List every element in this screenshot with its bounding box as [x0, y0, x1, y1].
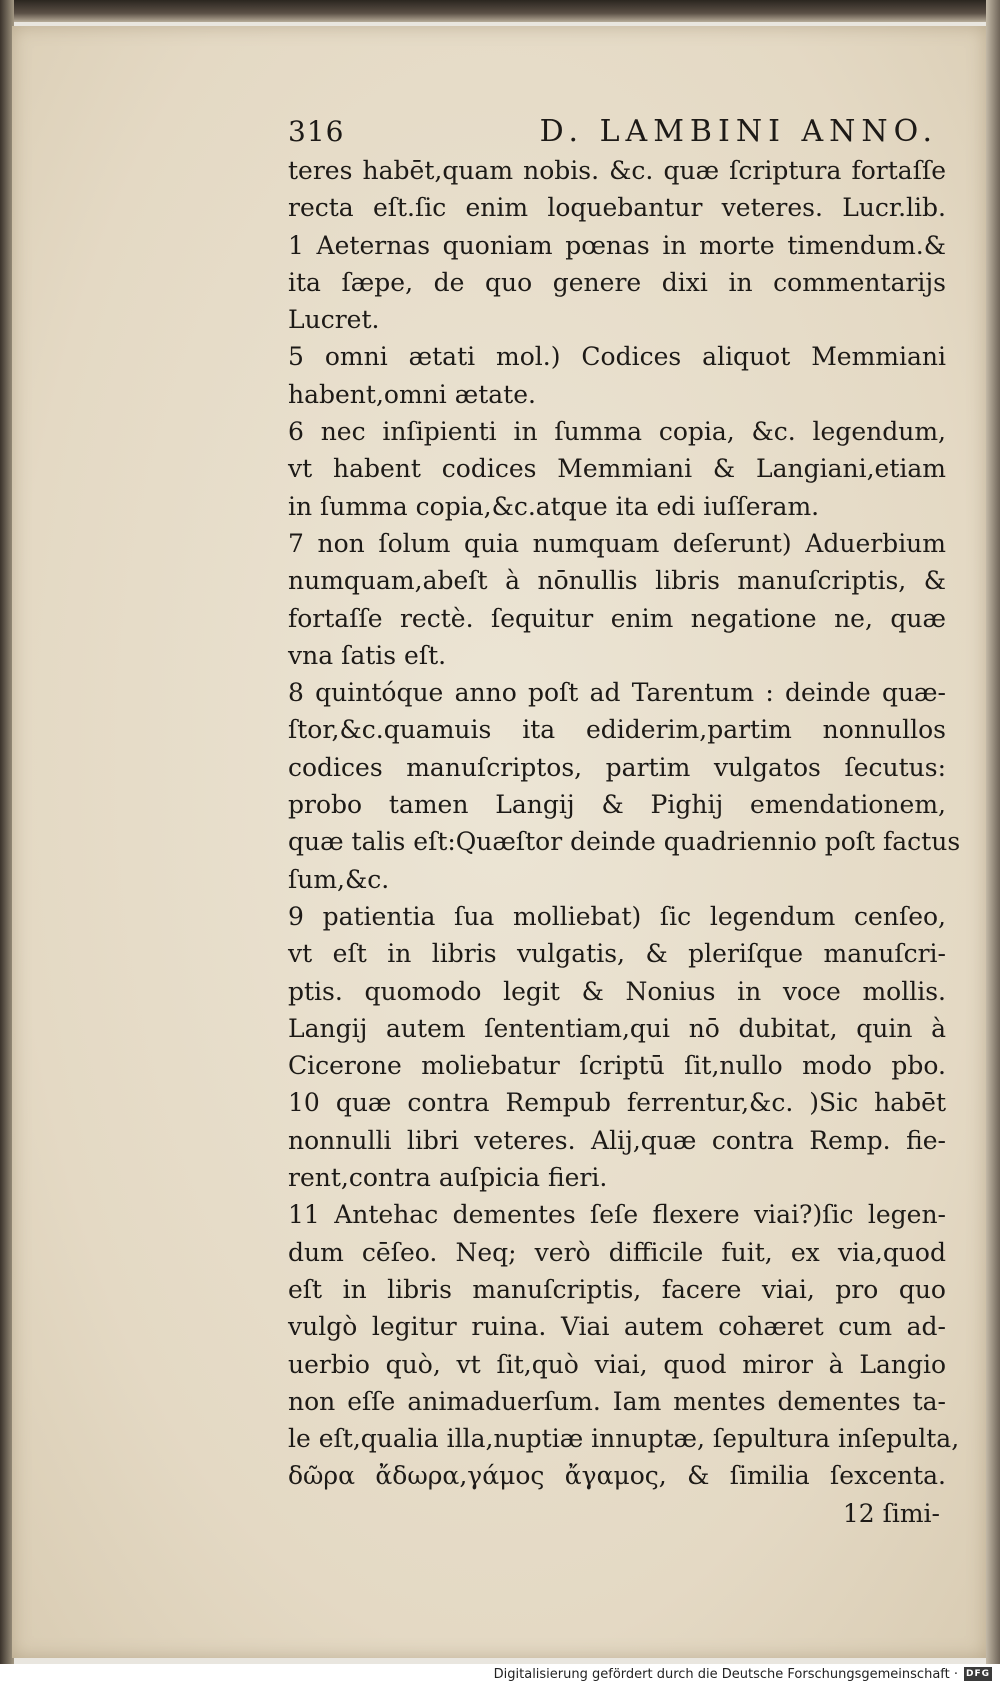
text-line: quæ talis eſt:Quæſtor deinde quadriennio poſt factus	[288, 827, 961, 857]
text-line: 5 omni ætati mol.) Codices aliquot Memmiani	[288, 342, 946, 372]
text-line: ita ſæpe, de quo genere dixi in commentarijs	[288, 267, 946, 297]
text-line: codices manuſcriptos, partim vulgatos ſecutus:	[288, 752, 946, 782]
text-line: habent,omni ætate.	[288, 379, 536, 409]
text-line: Lucret.	[288, 305, 380, 335]
text-line: le eſt,qualia illa,nuptiæ innuptæ, ſepultura inſepulta,	[288, 1424, 960, 1454]
text-line: vt eſt in libris vulgatis, & pleriſque manuſcri-	[288, 939, 946, 969]
text-line: ſum,&c.	[288, 864, 390, 894]
text-line: non eſſe animaduerſum. Iam mentes dementes ta-	[288, 1386, 946, 1416]
text-line: Cicerone moliebatur ſcriptū ſit,nullo modo pbo.	[288, 1051, 946, 1081]
funding-credit: Digitalisierung gefördert durch die Deutsche Forschungsgemeinschaft ·	[493, 1667, 958, 1682]
text-line: recta eſt.ſic enim loquebantur veteres. Lucr.lib.	[288, 193, 946, 223]
text-line: probo tamen Langij & Pighij emendationem,	[288, 790, 946, 820]
text-line: ptis. quomodo legit & Nonius in voce mollis.	[288, 976, 946, 1006]
text-line: ſtor,&c.quamuis ita ediderim,partim nonnullos	[288, 715, 946, 745]
book-top-edge	[0, 0, 1000, 22]
text-line: Langij autem ſententiam,qui nō dubitat, quin à	[288, 1013, 946, 1043]
text-line: 6 nec inſipienti in ſumma copia, &c. legendum,	[288, 417, 946, 447]
text-line: 11 Antehac dementes ſeſe flexere viai?)ſic legen-	[288, 1200, 946, 1230]
footer-bar	[0, 1664, 1000, 1686]
page-number: 316	[288, 115, 345, 148]
text-block	[288, 112, 961, 1532]
text-line: 7 non ſolum quia numquam deſerunt) Aduerbium	[288, 528, 946, 558]
text-line: 1 Aeternas quoniam pœnas in morte timendum.&	[288, 230, 946, 260]
text-line: δῶρα ἄδωρα,γάμος ἄγαμος, & ſimilia ſexcenta.	[288, 1461, 946, 1491]
dfg-logo-icon: DFG	[965, 1669, 990, 1679]
text-line: teres habēt,quam nobis. &c. quæ ſcriptura fortaſſe	[288, 156, 946, 185]
text-line: nonnulli libri veteres. Alij,quæ contra Remp. fie-	[288, 1125, 946, 1155]
text-line: in ſumma copia,&c.atque ita edi iuſſeram.	[288, 491, 820, 521]
text-line: dum cēſeo. Neq; verò difficile fuit, ex via,quod	[288, 1237, 946, 1267]
text-line: 9 patientia ſua molliebat) ſic legendum cenſeo,	[288, 901, 946, 931]
text-line: vt habent codices Memmiani & Langiani,etiam	[288, 454, 946, 484]
text-line: vna ſatis eſt.	[288, 640, 447, 670]
running-header	[288, 112, 946, 152]
text-line: uerbio quò, vt ſit,quò viai, quod miror à Langio	[288, 1349, 946, 1379]
text-line: numquam,abeſt à nōnullis libris manuſcriptis, &	[288, 566, 946, 596]
catchword: 12 ſimi-	[842, 1498, 940, 1528]
book-page	[12, 26, 986, 1658]
text-line: rent,contra auſpicia fieri.	[288, 1163, 608, 1193]
text-line: fortaſſe rectè. ſequitur enim negatione ne, quæ	[288, 603, 946, 633]
book-right-edge	[986, 0, 1000, 1664]
text-line: vulgò legitur ruina. Viai autem cohæret cum ad-	[288, 1312, 946, 1342]
running-title: D. LAMBINI ANNO.	[539, 114, 938, 149]
text-line: eſt in libris manuſcriptis, facere viai, pro quo	[288, 1274, 946, 1304]
text-line: 8 quintóque anno poſt ad Tarentum : deinde quæ-	[288, 678, 946, 708]
text-line: 10 quæ contra Rempub ferrentur,&c. )Sic habēt	[288, 1088, 946, 1118]
